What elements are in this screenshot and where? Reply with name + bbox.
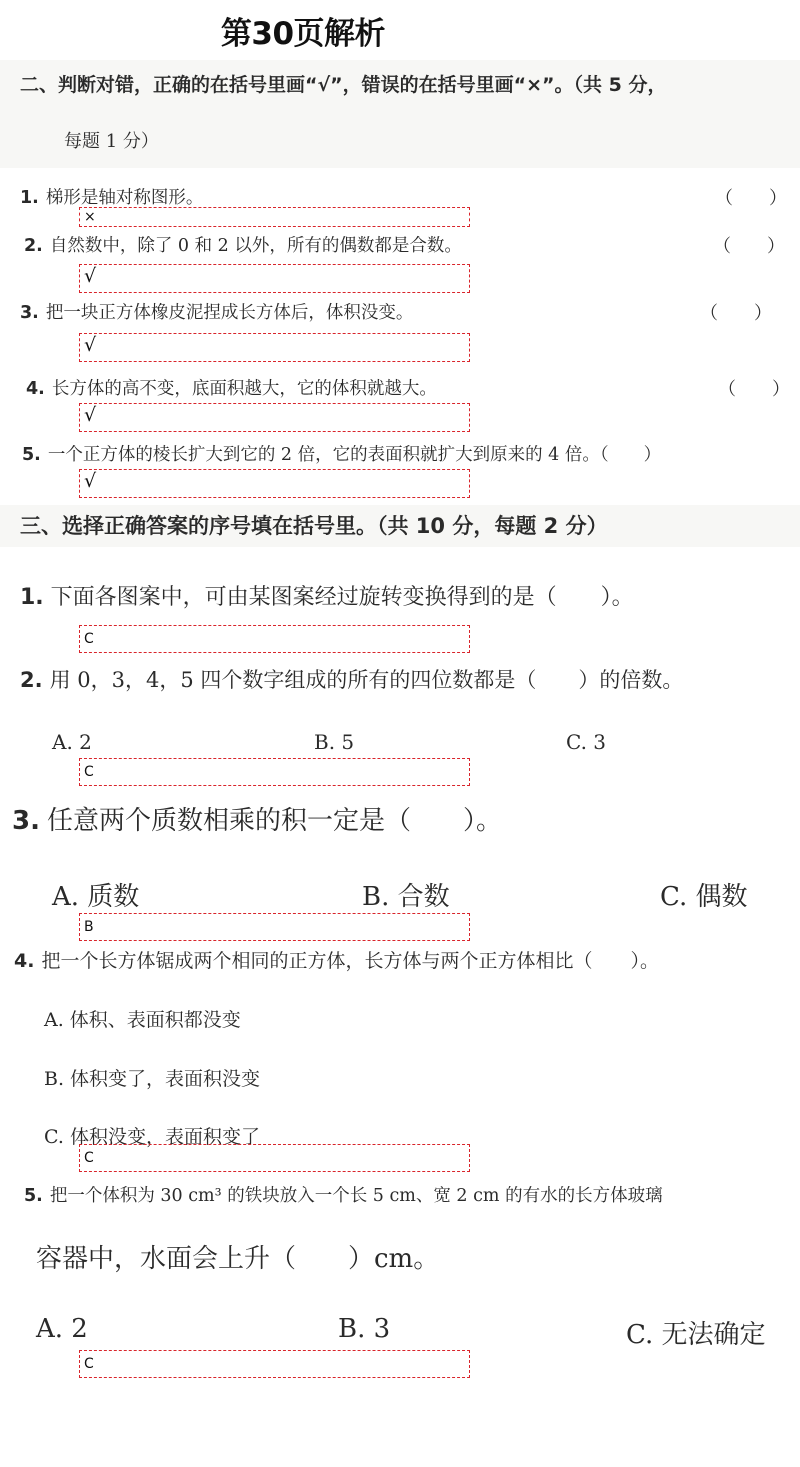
answer-text: √ xyxy=(84,334,97,356)
judge-question-2: 2. 自然数中，除了 0 和 2 以外，所有的偶数都是合数。 xyxy=(24,236,462,256)
answer-box xyxy=(79,1144,470,1172)
option-b: B. 5 xyxy=(314,730,355,754)
answer-paren: （ ） xyxy=(715,188,787,209)
choice-question-5-cont: 容器中，水面会上升（ ）cm。 xyxy=(36,1244,440,1274)
choice-question-3: 3. 任意两个质数相乘的积一定是（ ）。 xyxy=(12,806,502,836)
option-c: C. 偶数 xyxy=(660,882,748,912)
answer-box xyxy=(79,333,470,362)
option-c: C. 3 xyxy=(566,730,607,754)
choice-question-4: 4. 把一个长方体锯成两个相同的正方体，长方体与两个正方体相比（ ）。 xyxy=(14,950,659,972)
answer-box xyxy=(79,403,470,432)
answer-paren: （ ） xyxy=(700,303,772,324)
page-title: 第30页解析 xyxy=(220,16,386,52)
choice-question-5: 5. 把一个体积为 30 cm³ 的铁块放入一个长 5 cm、宽 2 cm 的有水的长方体玻璃 xyxy=(24,1186,663,1206)
answer-box xyxy=(79,758,470,786)
answer-text: C xyxy=(84,764,94,780)
judge-question-5: 5. 一个正方体的棱长扩大到它的 2 倍，它的表面积就扩大到原来的 4 倍。（ ） xyxy=(22,445,662,465)
answer-text: √ xyxy=(84,265,97,287)
option-a: A. 2 xyxy=(36,1314,88,1344)
judge-question-4: 4. 长方体的高不变，底面积越大，它的体积就越大。 xyxy=(26,379,437,399)
answer-box xyxy=(79,625,470,653)
choice-question-2: 2. 用 0，3，4，5 四个数字组成的所有的四位数都是（ ）的倍数。 xyxy=(20,668,684,692)
option-c: C. 无法确定 xyxy=(626,1320,766,1350)
answer-box xyxy=(79,913,470,941)
answer-text: √ xyxy=(84,470,97,492)
answer-box xyxy=(79,264,470,293)
section2-heading-cont: 每题 1 分） xyxy=(64,131,159,152)
section3-heading: 三、选择正确答案的序号填在括号里。（共 10 分，每题 2 分） xyxy=(20,514,608,538)
answer-text: × xyxy=(84,209,96,225)
answer-paren: （ ） xyxy=(718,379,790,400)
option-a: A. 质数 xyxy=(52,882,140,912)
answer-box xyxy=(79,1350,470,1378)
option-b: B. 体积变了，表面积没变 xyxy=(44,1068,261,1090)
section2-heading: 二、判断对错，正确的在括号里画“√”，错误的在括号里画“×”。（共 5 分， xyxy=(20,74,667,96)
answer-text: C xyxy=(84,1356,94,1372)
answer-paren: （ ） xyxy=(713,236,785,257)
answer-text: C xyxy=(84,1150,94,1166)
option-a: A. 2 xyxy=(52,730,92,754)
option-b: B. 合数 xyxy=(362,882,450,912)
option-c: C. 体积没变，表面积变了 xyxy=(44,1126,260,1148)
answer-box xyxy=(79,207,470,227)
answer-text: C xyxy=(84,631,94,647)
answer-text: B xyxy=(84,919,94,935)
answer-text: √ xyxy=(84,404,97,426)
answer-box xyxy=(79,469,470,498)
choice-question-1: 1. 下面各图案中，可由某图案经过旋转变换得到的是（ ）。 xyxy=(20,585,634,610)
judge-question-1: 1. 梯形是轴对称图形。 xyxy=(20,188,204,208)
option-a: A. 体积、表面积都没变 xyxy=(44,1009,241,1031)
judge-question-3: 3. 把一块正方体橡皮泥捏成长方体后，体积没变。 xyxy=(20,303,414,323)
option-b: B. 3 xyxy=(338,1314,391,1344)
